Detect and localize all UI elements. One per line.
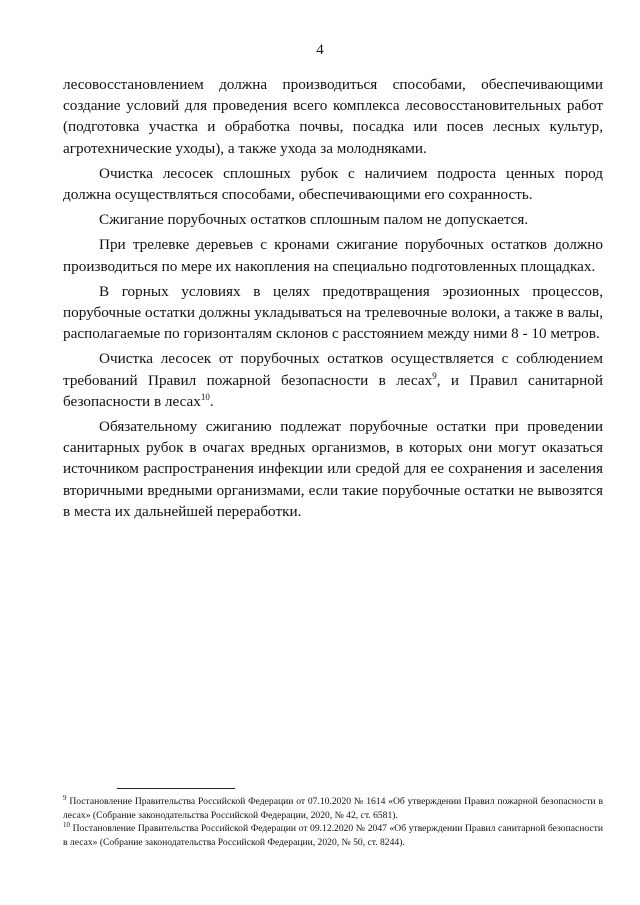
footnote-marker: 9	[63, 793, 67, 802]
footnote-marker: 10	[63, 820, 70, 829]
footnotes	[63, 795, 603, 849]
paragraph-text: , и Правил санитарной безопасности в лесах	[63, 371, 603, 410]
paragraph-text: .	[209, 392, 214, 410]
paragraph	[63, 416, 603, 522]
paragraph	[63, 209, 603, 230]
paragraph-text: Сжигание порубочных остатков сплошным палом не допускается.	[99, 211, 529, 229]
footnote	[63, 822, 603, 849]
footnote-reference: 10	[200, 391, 210, 402]
paragraph	[63, 348, 603, 412]
body-text	[63, 74, 603, 526]
paragraph-text: В горных условиях в целях предотвращения эрозионных процессов, порубочные остатки должны укладываться на трелевочные волоки, а также в валы, располагаемые по горизонталям склонов с расстоянием между ними 8 - 10 метров.	[63, 282, 603, 343]
footnote	[63, 795, 603, 822]
paragraph	[63, 74, 603, 159]
paragraph-text: Очистка лесосек от порубочных остатков осуществляется с соблюдением требований Правил пожарной безопасности в лесах	[63, 350, 603, 389]
paragraph	[63, 163, 603, 205]
footnote-text: Постановление Правительства Российской Федерации от 09.12.2020 № 2047 «Об утверждении Правил санитарной безопасности в лесах» (Собрание законодательства Российской Федерации, 2020, № 50, ст. 8244).	[63, 823, 603, 848]
paragraph-text: Очистка лесосек сплошных рубок с наличием подроста ценных пород должна осуществляться способами, обеспечивающими его сохранность.	[63, 164, 603, 204]
paragraph	[63, 234, 603, 276]
footnote-separator	[117, 788, 235, 789]
paragraph-text: лесовосстановлением должна производиться способами, обеспечивающими создание условий для проведения всего комплекса лесовосстановительных работ (подготовка участка и обработка почвы, посадка или посев лесных культур, агротехнические уходы), а также ухода за молодняками.	[63, 76, 603, 157]
paragraph-text: При трелевке деревьев с кронами сжигание порубочных остатков должно производиться по мере их накопления на специально подготовленных площадках.	[63, 236, 603, 275]
footnote-reference: 9	[432, 370, 437, 381]
footnote-text: Постановление Правительства Российской Федерации от 07.10.2020 № 1614 «Об утверждении Правил пожарной безопасности в лесах» (Собрание законодательства Российской Федерации, 2020, № 42, ст. 6581).	[63, 796, 603, 821]
page-number: 4	[316, 42, 324, 58]
paragraph-text: Обязательному сжиганию подлежат порубочные остатки при проведении санитарных рубок в очагах вредных организмов, в которых они могут оказаться источником распространения инфекции или средой для ее сохранения и заселения вторичными вредными организмами, если такие порубочные остатки не вывозятся в места их дальнейшей переработки.	[63, 418, 603, 520]
paragraph	[63, 281, 603, 345]
